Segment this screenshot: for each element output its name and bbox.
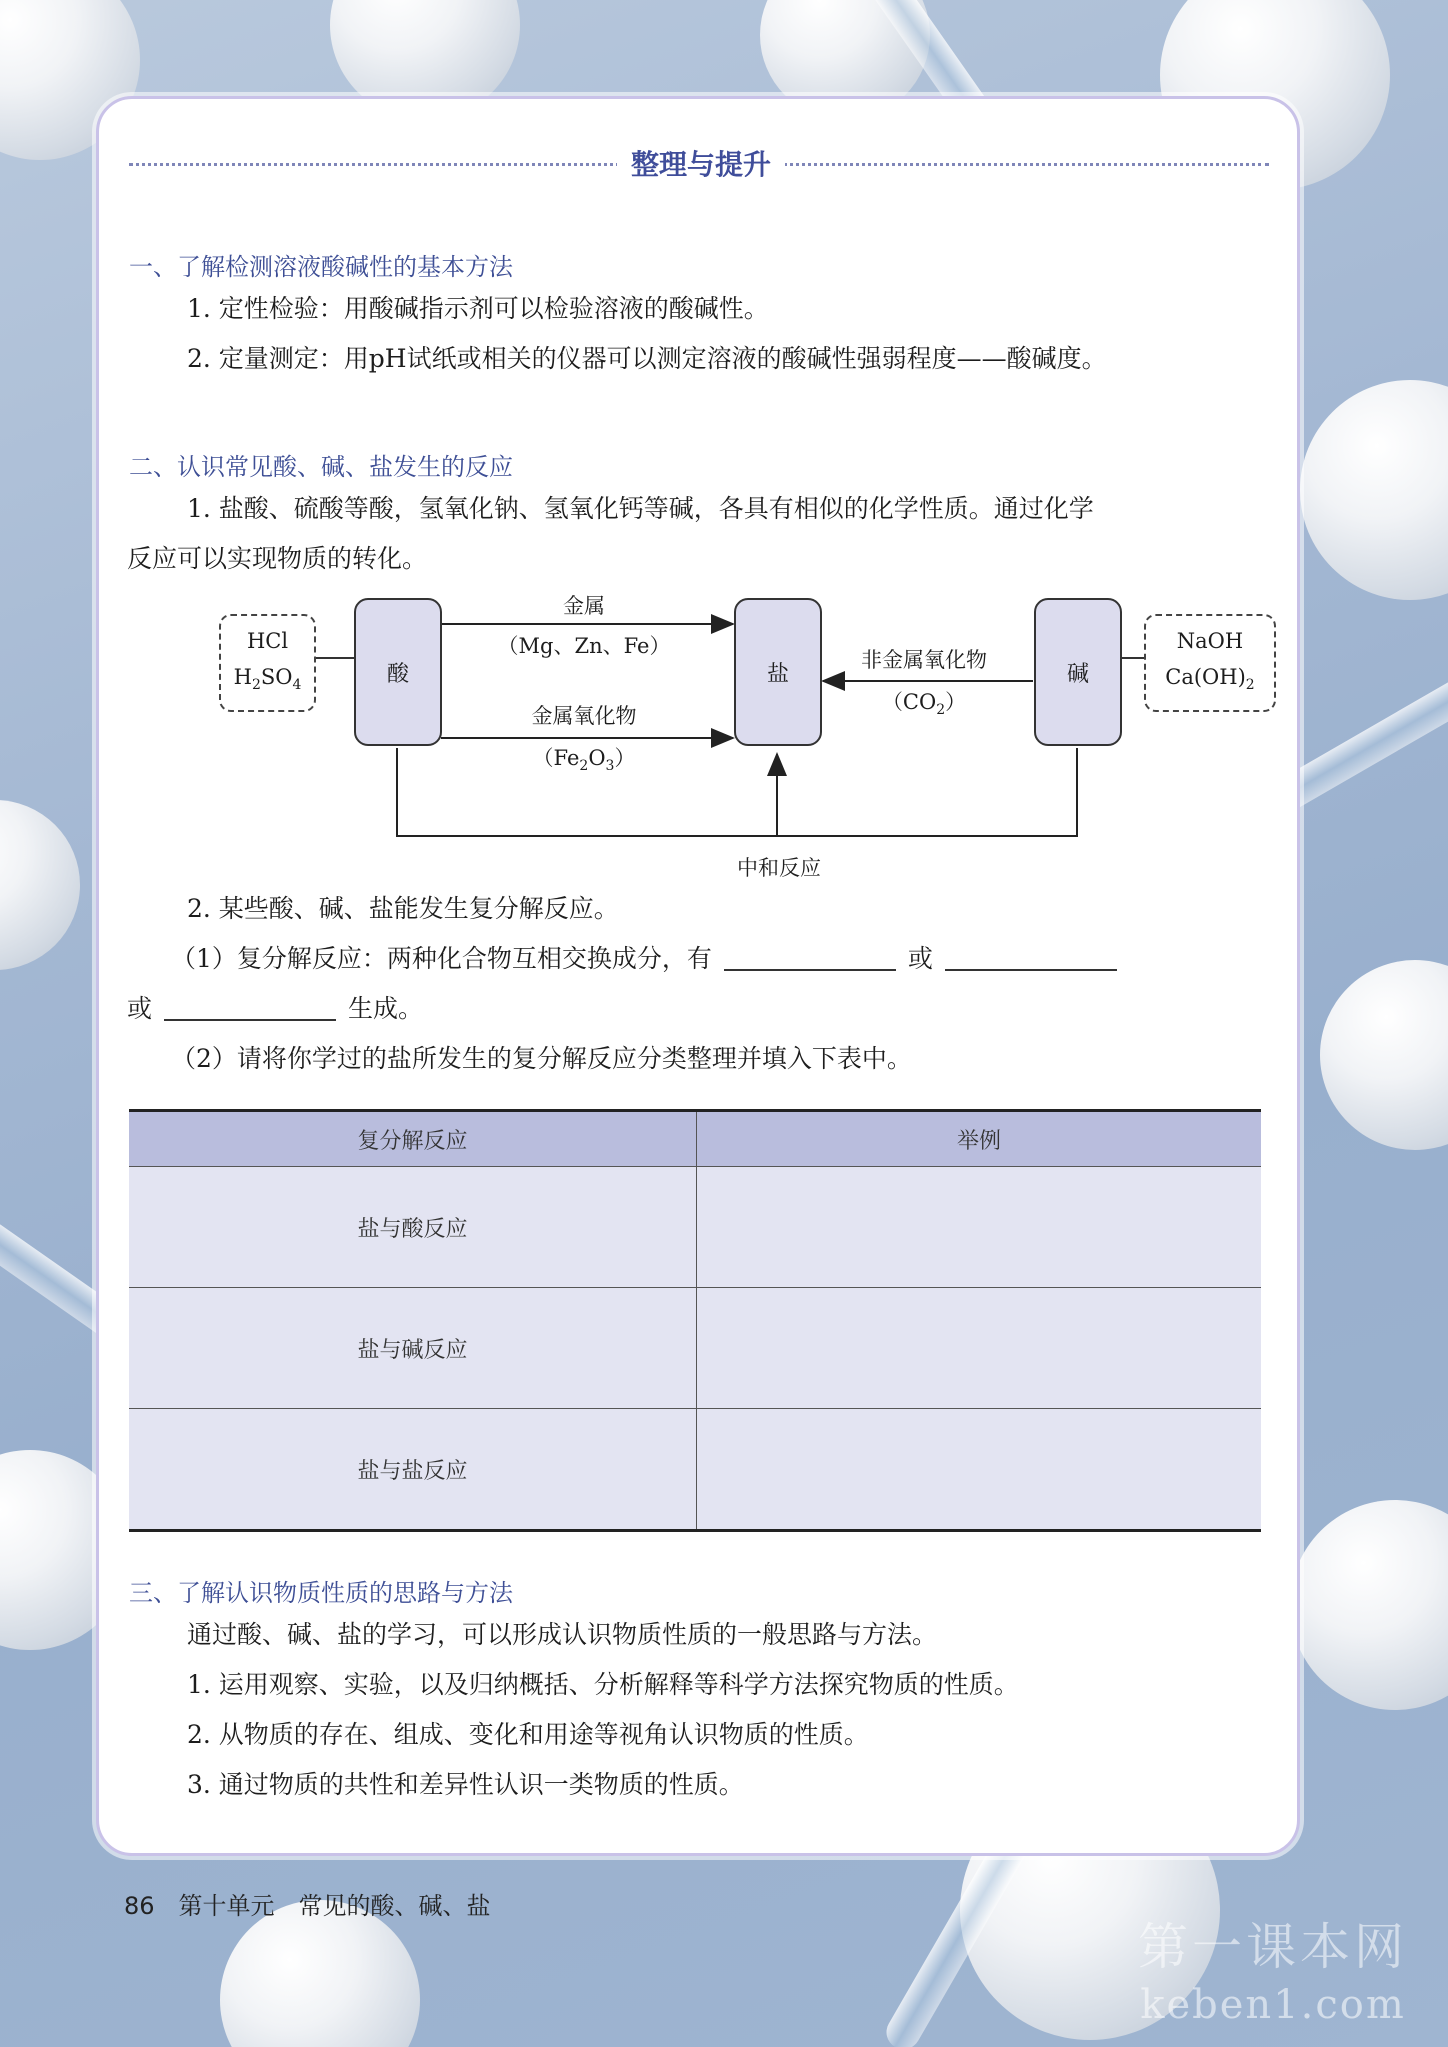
table-cell-example[interactable] (697, 1167, 1262, 1288)
section2-item-2: 2. 某些酸、碱、盐能发生复分解反应。 (187, 894, 619, 923)
section3-item-1: 1. 运用观察、实验，以及归纳概括、分析解释等科学方法探究物质的性质。 (187, 1670, 1019, 1699)
base-examples-box: NaOH $Ca(OH)_2$ (1144, 614, 1276, 712)
table-header-example: 举例 (697, 1111, 1262, 1167)
watermark (1138, 1918, 1408, 2034)
section1-item-1: 1. 定性检验：用酸碱指示剂可以检验溶液的酸碱性。 (187, 294, 769, 323)
page-number: 86 (124, 1892, 155, 1920)
section3-item-2: 2. 从物质的存在、组成、变化和用途等视角认识物质的性质。 (187, 1720, 869, 1749)
page-footer (124, 1886, 491, 1921)
blank-3[interactable] (164, 993, 336, 1021)
watermark-text: 第一课本网 (1138, 1918, 1408, 1976)
question-2: （2）请将你学过的盐所发生的复分解反应分类整理并填入下表中。 (171, 1044, 912, 1073)
label-metal-oxide-example: $(Fe_2O_3)$ (532, 746, 636, 775)
acid-examples-box: HCl $H_2SO_4$ (219, 614, 316, 712)
section3-intro: 通过酸、碱、盐的学习，可以形成认识物质性质的一般思路与方法。 (187, 1620, 938, 1649)
table-cell-type: 盐与盐反应 (129, 1409, 697, 1531)
unit-title: 第十单元 常见的酸、碱、盐 (178, 1892, 491, 1920)
section2-intro-line2: 反应可以实现物质的转化。 (127, 544, 428, 573)
section1-item-2: 2. 定量测定：用pH试纸或相关的仪器可以测定溶液的酸碱性强弱程度——酸碱度。 (187, 344, 1107, 373)
table-cell-type: 盐与碱反应 (129, 1288, 697, 1409)
reaction-diagram (219, 594, 1279, 894)
label-neutralization: 中和反应 (737, 856, 821, 880)
section-title-bar (129, 143, 1273, 183)
label-nonmetal-oxide-example: $(CO_2)$ (881, 690, 967, 719)
table-cell-example[interactable] (697, 1409, 1262, 1531)
table-row (129, 1409, 1261, 1531)
label-metal-oxide: 金属氧化物 (531, 704, 637, 728)
salt-box: 盐 (734, 598, 822, 746)
content-card (96, 96, 1300, 1856)
section1-heading: 一、了解检测溶液酸碱性的基本方法 (129, 253, 513, 281)
reaction-table (129, 1109, 1261, 1532)
label-metal: 金属 (563, 594, 605, 618)
label-metal-example: （Mg、Zn、Fe） (497, 634, 671, 658)
page-title: 整理与提升 (617, 148, 785, 181)
label-nonmetal-oxide: 非金属氧化物 (861, 648, 987, 672)
question-1-line1: （1）复分解反应：两种化合物互相交换成分，有 或 (171, 941, 1129, 977)
table-header-type: 复分解反应 (129, 1111, 697, 1167)
acid-box: 酸 (354, 598, 442, 746)
question-1-line2: 或 生成。 (127, 994, 424, 1023)
table-row (129, 1288, 1261, 1409)
table-cell-type: 盐与酸反应 (129, 1167, 697, 1288)
section2-intro-line1: 1. 盐酸、硫酸等酸，氢氧化钠、氢氧化钙等碱，各具有相似的化学性质。通过化学 (187, 494, 1094, 523)
base-box: 碱 (1034, 598, 1122, 746)
table-cell-example[interactable] (697, 1288, 1262, 1409)
watermark-url: keben1.com (1140, 1982, 1406, 2028)
blank-2[interactable] (945, 943, 1117, 971)
table-row (129, 1167, 1261, 1288)
section3-item-3: 3. 通过物质的共性和差异性认识一类物质的性质。 (187, 1770, 744, 1799)
blank-1[interactable] (724, 943, 896, 971)
section2-heading: 二、认识常见酸、碱、盐发生的反应 (129, 453, 513, 481)
section3-heading: 三、了解认识物质性质的思路与方法 (129, 1579, 513, 1607)
